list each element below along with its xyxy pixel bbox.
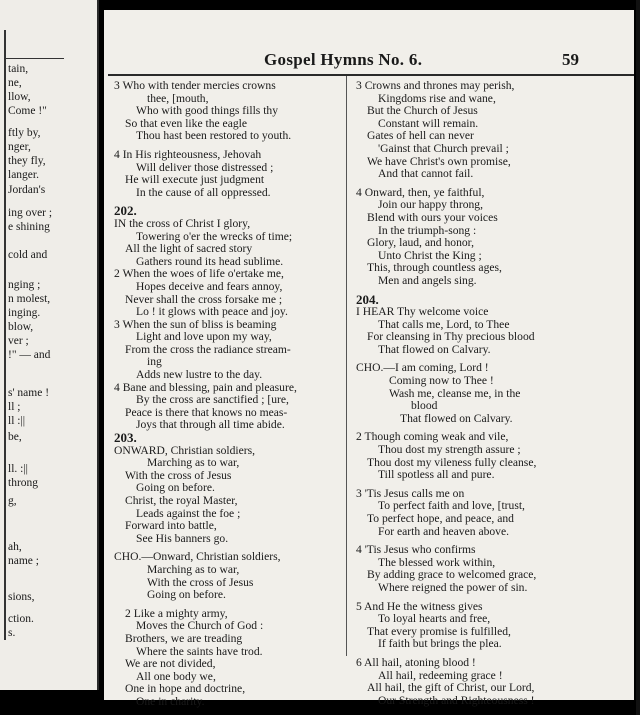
verse-line: Adds new lustre to the day. [136, 368, 263, 382]
verse-line: 4 'Tis Jesus who confirms [356, 543, 476, 557]
facing-page-line: langer. [8, 169, 39, 181]
verse-line: With the cross of Jesus [147, 575, 254, 589]
verse-line: We have Christ's own promise, [367, 154, 511, 168]
facing-page-line: ah, [8, 541, 22, 553]
verse-line: This, through countless ages, [367, 261, 502, 275]
verse-line: In the triumph-song : [378, 223, 477, 237]
facing-page-line: nger, [8, 141, 31, 153]
facing-page-line: Jordan's [8, 184, 46, 196]
verse-line: 3 Crowns and thrones may perish, [356, 79, 515, 92]
verse-line: To perfect faith and love, [trust, [378, 499, 525, 513]
hymn-first-line: IN the cross of Christ I glory, [114, 216, 251, 230]
verse-line: All the light of sacred story [125, 242, 253, 256]
verse-line: 4 In His righteousness, Jehovah [114, 147, 262, 161]
verse-line: One in hope and doctrine, [125, 682, 246, 696]
facing-page-line: blow, [8, 321, 34, 333]
verse-line: 2 When the woes of life o'ertake me, [114, 267, 284, 281]
chorus-line: CHO.—I am coming, Lord ! [356, 361, 489, 375]
verse-line: Constant will remain. [378, 116, 479, 130]
verse-line: Thou dost my vileness fully cleanse, [367, 455, 537, 469]
verse-line: To loyal hearts and free, [378, 612, 491, 626]
facing-page-line: Come !" [8, 105, 47, 117]
verse-line: Leads against the foe ; [136, 506, 241, 520]
verse-line: Towering o'er the wrecks of time; [136, 229, 293, 243]
verse-line: Men and angels sing. [378, 273, 477, 287]
verse-line: blood [411, 399, 438, 413]
verse-line: Christ, the royal Master, [125, 494, 238, 507]
facing-page-line: throng [8, 477, 39, 489]
verse-line: Will deliver those distressed ; [136, 160, 274, 174]
verse-line: Moves the Church of God : [136, 619, 264, 633]
verse-line: Coming now to Thee ! [389, 374, 494, 388]
verse-line: Brothers, we are treading [125, 631, 243, 645]
verse-line: With the cross of Jesus [125, 468, 232, 482]
header-rule [108, 74, 634, 76]
facing-page-line: tain, [8, 63, 29, 75]
verse-line: Never shall the cross forsake me ; [125, 292, 283, 306]
verse-line: Our Strength and Righteousness ! [378, 693, 535, 707]
facing-page-rule [4, 30, 6, 640]
facing-page-line: !" — and [8, 349, 51, 361]
verse-line: That flowed on Calvary. [378, 342, 491, 356]
facing-page-line: ing over ; [8, 207, 53, 219]
verse-line: To perfect hope, and peace, and [367, 512, 514, 525]
facing-page-line: g, [8, 495, 17, 507]
verse-line: 'Gainst that Church prevail ; [378, 141, 509, 155]
facing-page-line: e shining [8, 221, 50, 233]
facing-page-line: inging. [8, 307, 41, 319]
verse-line: Going on before. [136, 481, 215, 495]
verse-line: The blessed work within, [378, 555, 496, 569]
verse-line: That every promise is fulfilled, [367, 624, 511, 638]
verse-line: In the cause of all oppressed. [136, 185, 271, 199]
verse-line: Thou dost my strength assure ; [378, 443, 521, 457]
verse-line: Gathers round its head sublime. [136, 254, 284, 268]
verse-line: Going on before. [147, 588, 226, 602]
verse-line: 6 All hail, atoning blood ! [356, 655, 476, 669]
verse-line: All hail, redeeming grace ! [378, 668, 503, 682]
verse-line: By the cross are sanctified ; [ure, [136, 393, 289, 407]
verse-line: See His banners go. [136, 531, 229, 545]
verse-line: That calls me, Lord, to Thee [378, 317, 510, 331]
verse-line: We are not divided, [125, 657, 216, 671]
hymn-first-line: I HEAR Thy welcome voice [356, 305, 489, 319]
verse-line: 4 Onward, then, ye faithful, [356, 185, 485, 199]
facing-page-line: ction. [8, 613, 34, 625]
facing-page-line: ll :|| [8, 415, 26, 427]
verse-line: From the cross the radiance stream- [125, 342, 291, 356]
verse-line: By adding grace to welcomed grace, [367, 568, 537, 582]
verse-line: thee, [mouth, [147, 91, 209, 105]
verse-line: Till spotless all and pure. [378, 468, 495, 482]
facing-page-line: name ; [8, 555, 39, 567]
verse-line: 4 Bane and blessing, pain and pleasure, [114, 380, 297, 394]
verse-line: Marching as to war, [147, 456, 240, 470]
verse-line: For earth and heaven above. [378, 524, 510, 538]
verse-line: 5 And He the witness gives [356, 599, 483, 613]
left-column [114, 80, 344, 709]
verse-line: Light and love upon my way, [136, 330, 272, 344]
facing-page-line: ll ; [8, 401, 21, 413]
hymn-number: 203. [114, 430, 137, 446]
verse-line: ing [147, 355, 162, 369]
verse-line: But the Church of Jesus [367, 104, 478, 118]
facing-page-line: ll. :|| [8, 463, 28, 475]
verse-line: Forward into battle, [125, 519, 217, 533]
verse-line: Blend with ours your voices [367, 210, 498, 224]
verse-line: Thou hast been restored to youth. [136, 129, 292, 143]
facing-page-line: ver ; [8, 335, 29, 347]
verse-line: 2 Like a mighty army, [125, 606, 228, 620]
verse-line: 3 When the sun of bliss is beaming [114, 317, 277, 331]
column-divider [346, 76, 347, 656]
verse-line: Kingdoms rise and wane, [378, 91, 496, 105]
facing-page-fragment [0, 0, 99, 690]
facing-page-line: be, [8, 431, 22, 443]
verse-line: So that even like the eagle [125, 116, 248, 130]
verse-line: 3 'Tis Jesus calls me on [356, 486, 465, 500]
verse-line: Where the saints have trod. [136, 644, 263, 658]
verse-line: Marching as to war, [147, 562, 240, 576]
right-column [356, 80, 626, 707]
verse-line: Where reigned the power of sin. [378, 580, 528, 594]
hymn-first-line: ONWARD, Christian soldiers, [114, 443, 256, 457]
hymnal-page [104, 10, 634, 708]
facing-page-line: ftly by, [8, 127, 41, 139]
verse-line: Unto Christ the King ; [378, 248, 482, 262]
facing-page-line: n molest, [8, 293, 51, 305]
verse-line: Who with good things fills thy [136, 104, 279, 118]
chorus-line: CHO.—Onward, Christian soldiers, [114, 550, 281, 564]
verse-line: Peace is there that knows no meas- [125, 405, 288, 419]
facing-page-line: they fly, [8, 155, 46, 167]
verse-line: That flowed on Calvary. [400, 411, 513, 425]
verse-line: And that cannot fail. [378, 167, 474, 181]
facing-page-line: cold and [8, 249, 48, 261]
verse-line: Lo ! it glows with peace and joy. [136, 305, 288, 319]
hymn-number: 202. [114, 203, 137, 219]
page-number: 59 [562, 50, 579, 69]
verse-line: Gates of hell can never [367, 129, 474, 143]
running-title: Gospel Hymns No. 6. [264, 50, 423, 69]
verse-line: 2 Though coming weak and vile, [356, 430, 509, 444]
verse-line: If faith but brings the plea. [378, 637, 502, 651]
hymn-number: 204. [356, 291, 379, 307]
verse-line: He will execute just judgment [125, 173, 265, 187]
verse-line: All one body we, [136, 669, 216, 683]
verse-line: Wash me, cleanse me, in the [389, 386, 521, 400]
facing-page-line: nging ; [8, 279, 41, 291]
verse-line: For cleansing in Thy precious blood [367, 330, 535, 344]
facing-page-line: llow, [8, 91, 31, 103]
facing-page-line: ne, [8, 77, 22, 89]
facing-page-line: s. [8, 627, 16, 639]
verse-line: Hopes deceive and fears annoy, [136, 279, 283, 293]
verse-line: One in charity. [136, 694, 205, 708]
scan-edge [636, 0, 640, 715]
facing-page-line: s' name ! [8, 387, 50, 399]
verse-line: Join our happy throng, [378, 198, 483, 212]
verse-line: Joys that through all time abide. [136, 418, 285, 432]
verse-line: All hail, the gift of Christ, our Lord, [367, 681, 535, 695]
verse-line: 3 Who with tender mercies crowns [114, 79, 276, 92]
facing-page-line: sions, [8, 591, 35, 603]
verse-line: Glory, laud, and honor, [367, 236, 474, 250]
facing-page-header-rule [4, 58, 64, 59]
